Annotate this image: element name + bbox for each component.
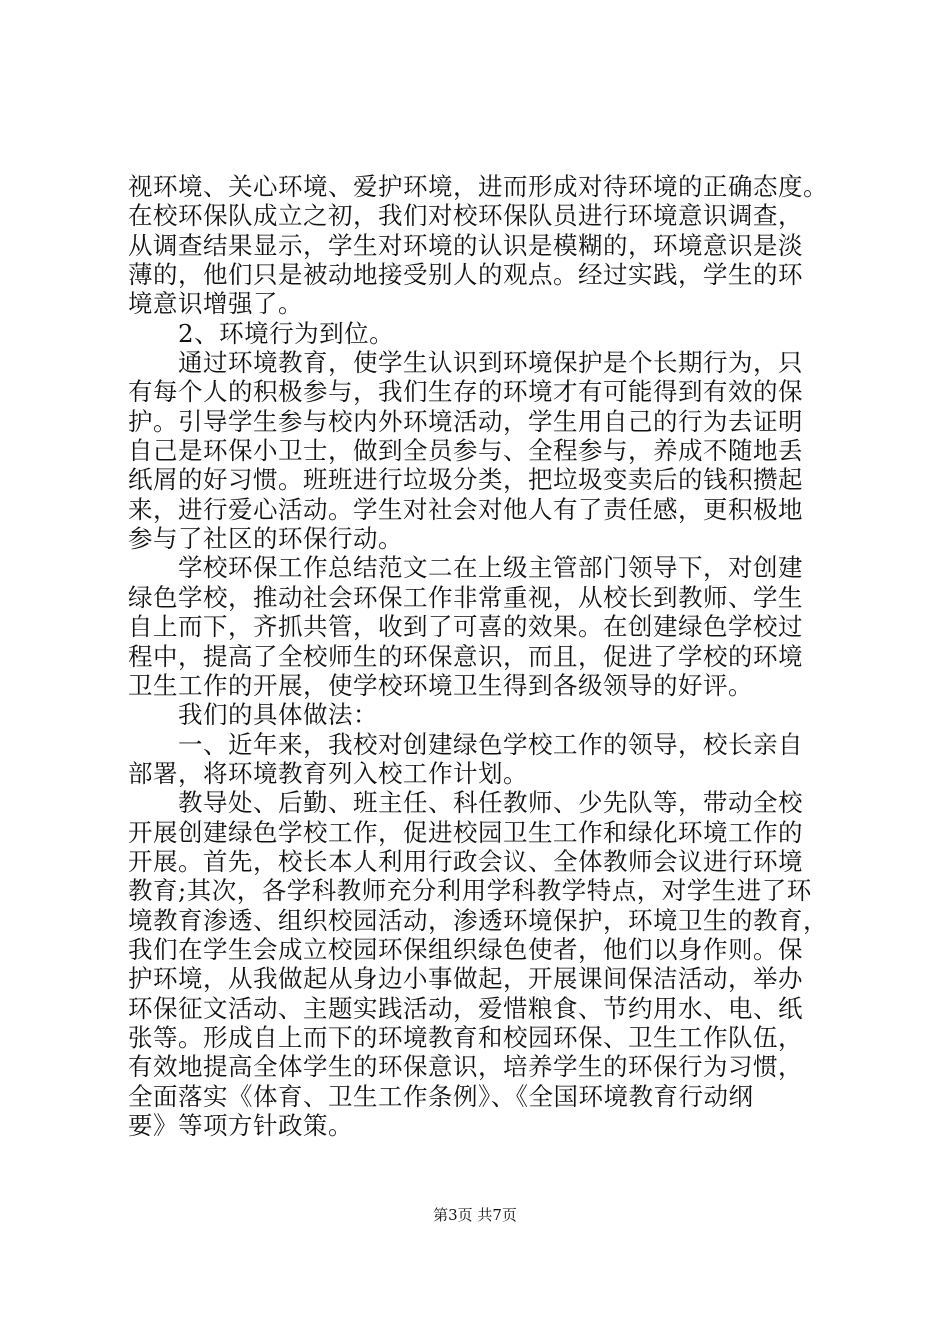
text-line: 张等。形成自上而下的环境教育和校园环保、卫生工作队伍， xyxy=(128,1022,803,1052)
text-line: 卫生工作的开展，使学校环境卫生得到各级领导的好评。 xyxy=(128,670,753,700)
text-line: 环保征文活动、主题实践活动，爱惜粮食、节约用水、电、纸 xyxy=(128,993,803,1023)
text-line: 程中，提高了全校师生的环保意识，而且，促进了学校的环境 xyxy=(128,641,803,671)
paragraph-first-line: 通过环境教育，使学生认识到环境保护是个长期行为，只 xyxy=(178,348,803,378)
section-heading: 2、环境行为到位。 xyxy=(178,318,395,348)
text-line: 教育;其次，各学科教师充分利用学科教学特点，对学生进了环 xyxy=(128,876,812,906)
text-line: 境意识增强了。 xyxy=(128,289,303,319)
text-line: 自上而下，齐抓共管，收到了可喜的效果。在创建绿色学校过 xyxy=(128,612,803,642)
text-line: 护环境，从我做起从身边小事做起，开展课间保洁活动，举办 xyxy=(128,964,803,994)
text-line: 开展创建绿色学校工作，促进校园卫生工作和绿化环境工作的 xyxy=(128,817,803,847)
text-line: 纸屑的好习惯。班班进行垃圾分类，把垃圾变卖后的钱积攒起 xyxy=(128,465,803,495)
paragraph-first-line: 学校环保工作总结范文二在上级主管部门领导下，对创建 xyxy=(178,553,803,583)
text-line: 有效地提高全体学生的环保意识，培养学生的环保行为习惯， xyxy=(128,1052,803,1082)
page-footer: 第3页 共7页 xyxy=(433,1206,517,1224)
text-line: 全面落实《体育、卫生工作条例》、《全国环境教育行动纲 xyxy=(128,1081,754,1111)
text-line: 视环境、关心环境、爱护环境，进而形成对待环境的正确态度。 xyxy=(128,172,828,201)
document-body xyxy=(128,172,828,1140)
text-line: 有每个人的积极参与，我们生存的环境才有可能得到有效的保 xyxy=(128,377,803,407)
paragraph-first-line: 教导处、后勤、班主任、科任教师、少先队等，带动全校 xyxy=(178,788,803,818)
paragraph-first-line: 一、近年来，我校对创建绿色学校工作的领导，校长亲自 xyxy=(178,729,803,759)
text-line: 护。引导学生参与校内外环境活动，学生用自己的行为去证明 xyxy=(128,406,803,436)
text-line: 薄的，他们只是被动地接受别人的观点。经过实践，学生的环 xyxy=(128,260,803,290)
text-line: 自己是环保小卫士，做到全员参与、全程参与，养成不随地丢 xyxy=(128,436,803,466)
text-line: 来，进行爱心活动。学生对社会对他人有了责任感，更积极地 xyxy=(128,494,803,524)
text-line: 开展。首先，校长本人利用行政会议、全体教师会议进行环境 xyxy=(128,846,803,876)
text-line: 要》等项方针政策。 xyxy=(128,1111,353,1140)
text-line: 在校环保队成立之初，我们对校环保队员进行环境意识调查， xyxy=(128,201,803,231)
text-line: 部署，将环境教育列入校工作计划。 xyxy=(128,758,528,788)
text-line: 参与了社区的环保行动。 xyxy=(128,524,403,554)
text-line: 从调查结果显示，学生对环境的认识是模糊的，环境意识是淡 xyxy=(128,230,803,260)
text-line: 境教育渗透、组织校园活动，渗透环境保护，环境卫生的教育， xyxy=(128,905,828,935)
paragraph-first-line: 我们的具体做法： xyxy=(178,700,378,730)
text-line: 我们在学生会成立校园环保组织绿色使者，他们以身作则。保 xyxy=(128,934,803,964)
text-line: 绿色学校，推动社会环保工作非常重视，从校长到教师、学生 xyxy=(128,582,803,612)
